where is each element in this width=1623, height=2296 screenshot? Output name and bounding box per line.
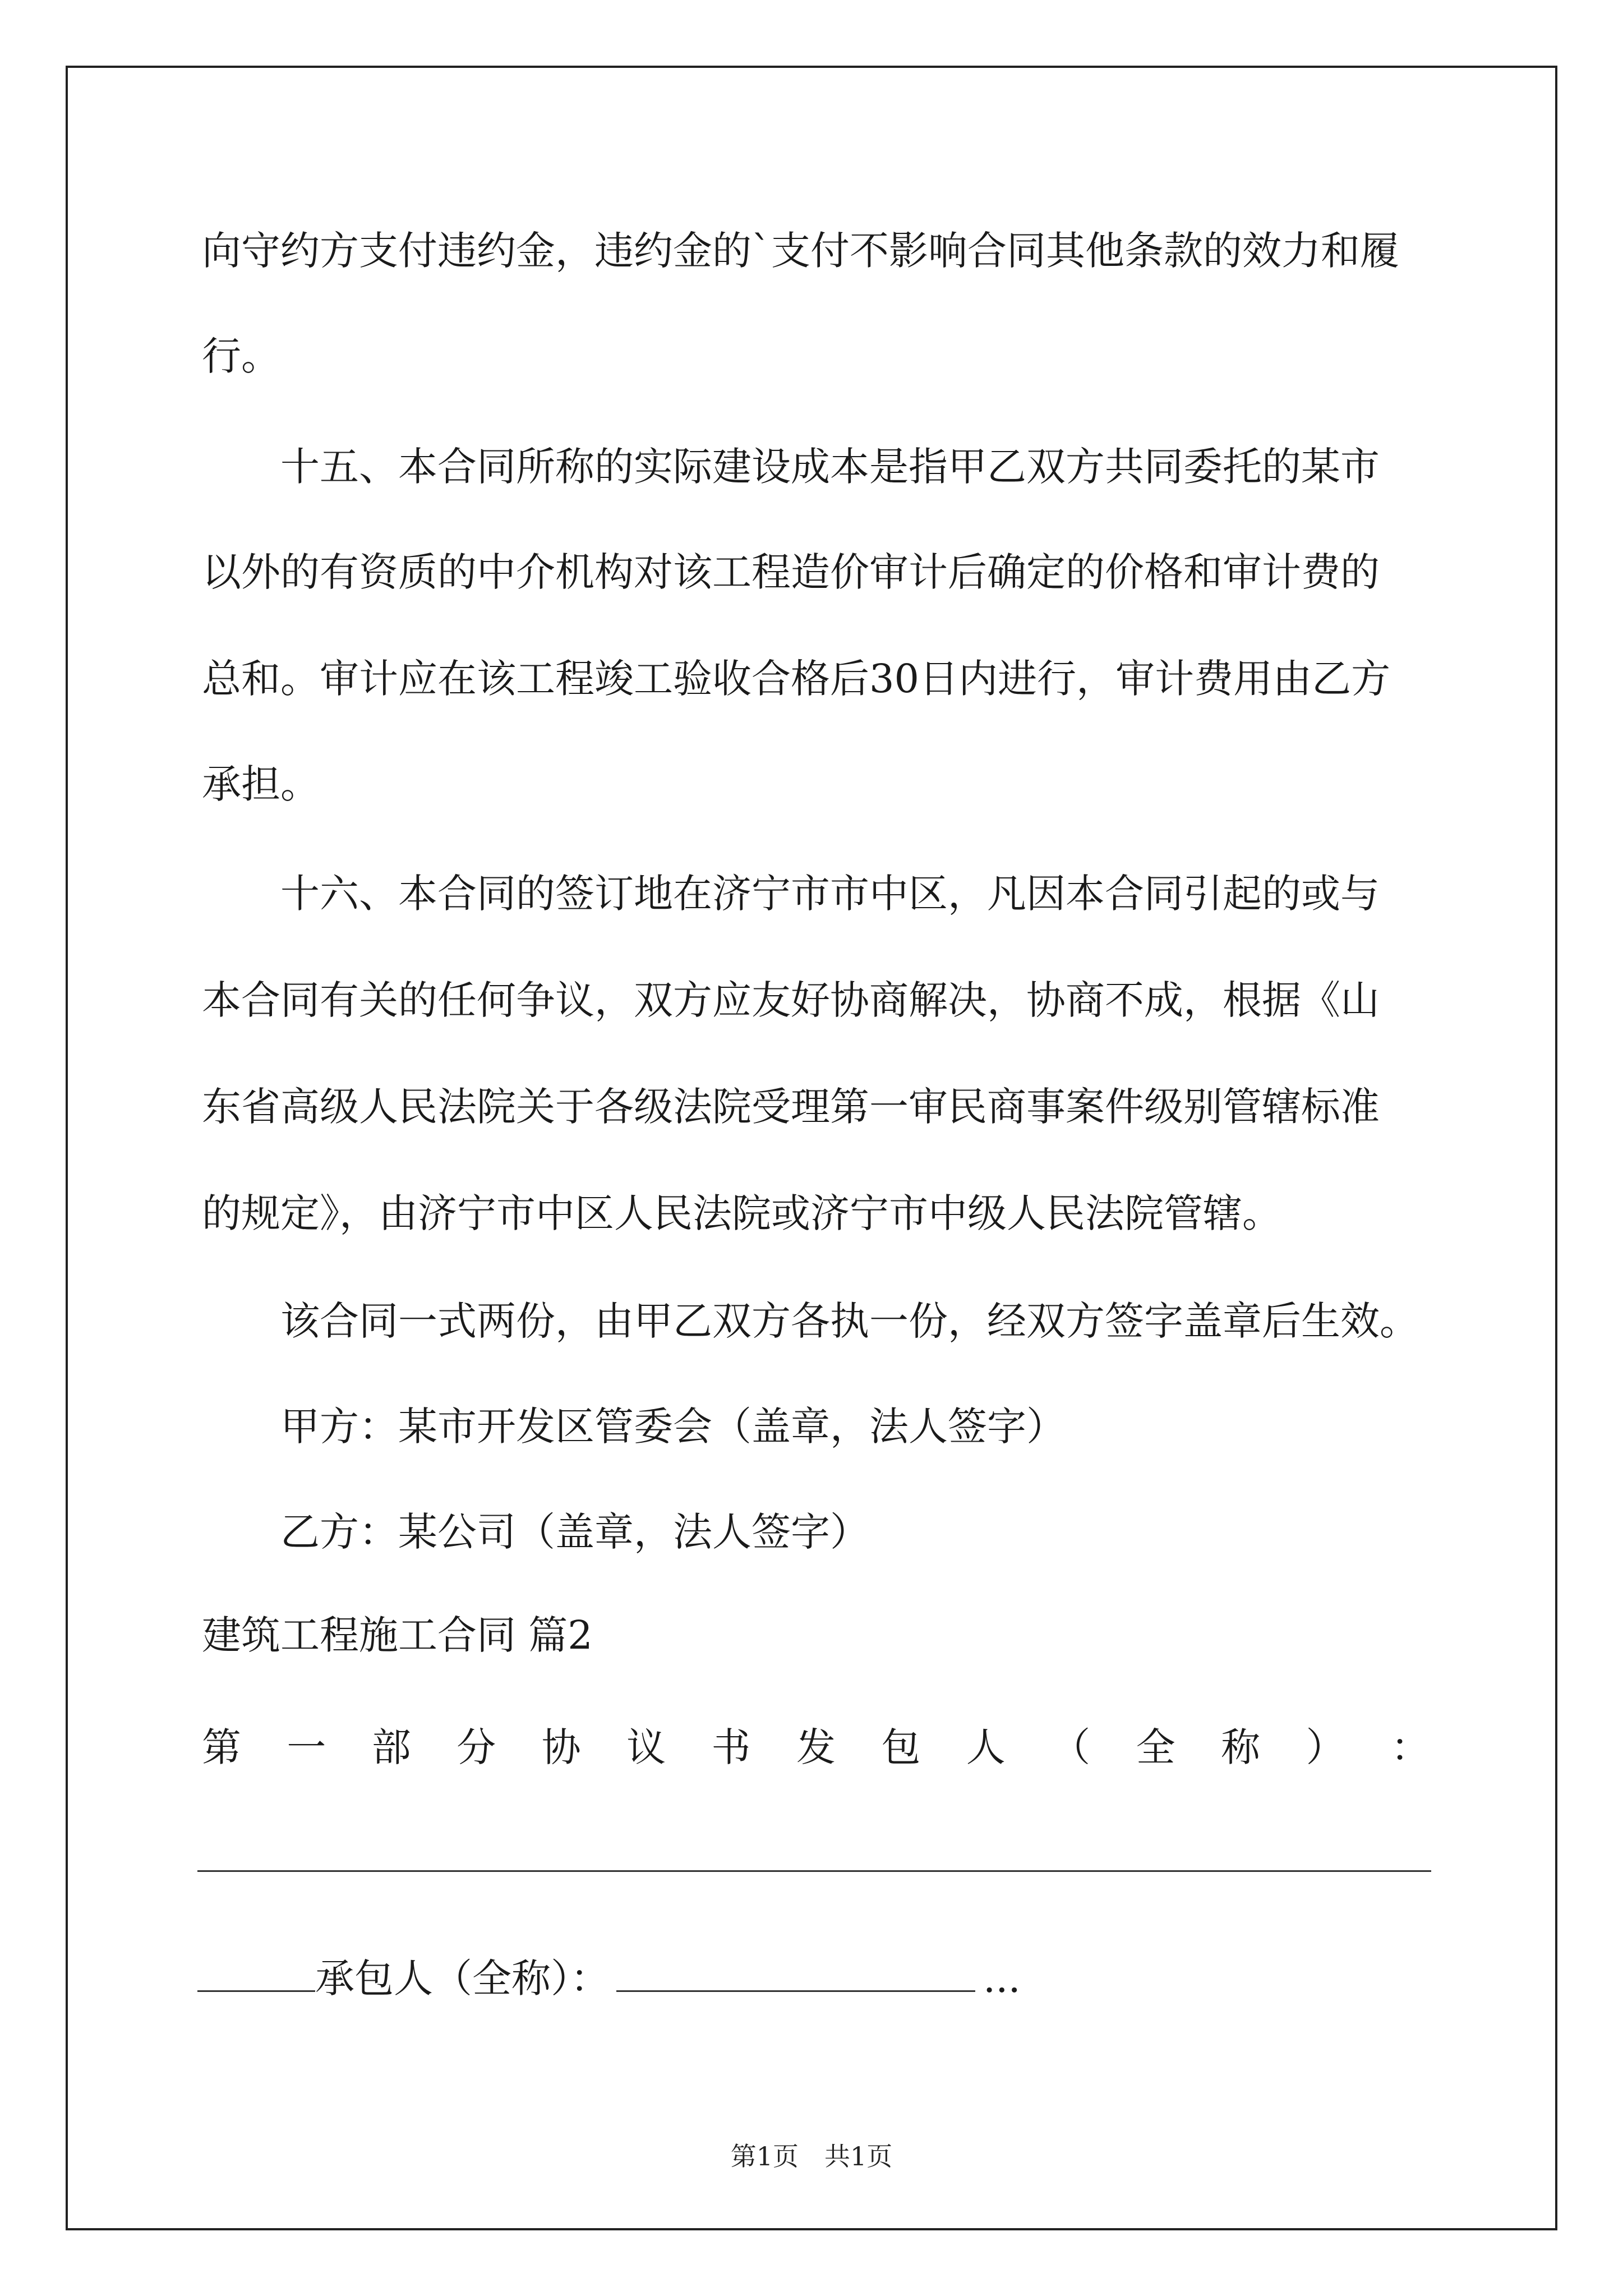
paragraph-line: 东省高级人民法院关于各级法院受理第一审民商事案件级别管辖标准 (202, 1084, 1380, 1130)
paragraph-line: 向守约方支付违约金，违约金的`支付不影响合同其他条款的效力和履 (202, 228, 1399, 274)
page-footer: 第1页 共1页 (730, 2141, 893, 2171)
heading-char: 称 (1221, 1724, 1261, 1770)
heading-char: 分 (457, 1724, 496, 1770)
heading-char: 第 (202, 1724, 241, 1770)
contractor-line (197, 1955, 1021, 2001)
ellipsis: ... (983, 1955, 1021, 2001)
paragraph-line: 十五、本合同所称的实际建设成本是指甲乙双方共同委托的某市 (280, 444, 1380, 490)
heading-char: 一 (287, 1724, 326, 1770)
paragraph-line: 承担。 (202, 761, 320, 807)
paragraph-line: 总和。审计应在该工程竣工验收合格后30日内进行，审计费用由乙方 (202, 656, 1391, 702)
paragraph-line: 十六、本合同的签订地在济宁市市中区，凡因本合同引起的或与 (280, 871, 1380, 917)
heading-char: 书 (711, 1724, 751, 1770)
paragraph-line: 本合同有关的任何争议，双方应友好协商解决，协商不成，根据《山 (202, 977, 1380, 1023)
heading-char: 协 (541, 1724, 581, 1770)
heading-char: 议 (626, 1724, 666, 1770)
heading-char: （ (1051, 1724, 1091, 1770)
paragraph-line: 的规定》，由济宁市中区人民法院或济宁市中级人民法院管辖。 (202, 1190, 1281, 1236)
heading-char: 部 (371, 1724, 411, 1770)
heading-char: 包 (881, 1724, 921, 1770)
page-border (66, 66, 1557, 2230)
heading-char: 人 (966, 1724, 1006, 1770)
signature-party-b: 乙方：某公司（盖章，法人签字） (280, 1509, 869, 1555)
paragraph-line: 行。 (202, 333, 280, 379)
contractor-name-blank (616, 1958, 975, 1992)
signature-party-a: 甲方：某市开发区管委会（盖章，法人签字） (280, 1404, 1066, 1450)
heading-char: 全 (1136, 1724, 1175, 1770)
contractor-label: 承包人（全称）： (315, 1955, 610, 2001)
agreement-heading-line (202, 1724, 1430, 1770)
heading-char: ） (1306, 1724, 1345, 1770)
heading-char: ： (1390, 1724, 1430, 1770)
heading-char: 发 (796, 1724, 836, 1770)
blank-underline (197, 1958, 315, 1992)
paragraph-line: 该合同一式两份，由甲乙双方各执一份，经双方签字盖章后生效。 (280, 1298, 1419, 1344)
section-heading: 建筑工程施工合同 篇2 (202, 1612, 593, 1658)
paragraph-line: 以外的有资质的中介机构对该工程造价审计后确定的价格和审计费的 (202, 549, 1380, 595)
fill-in-underline (197, 1870, 1431, 1872)
